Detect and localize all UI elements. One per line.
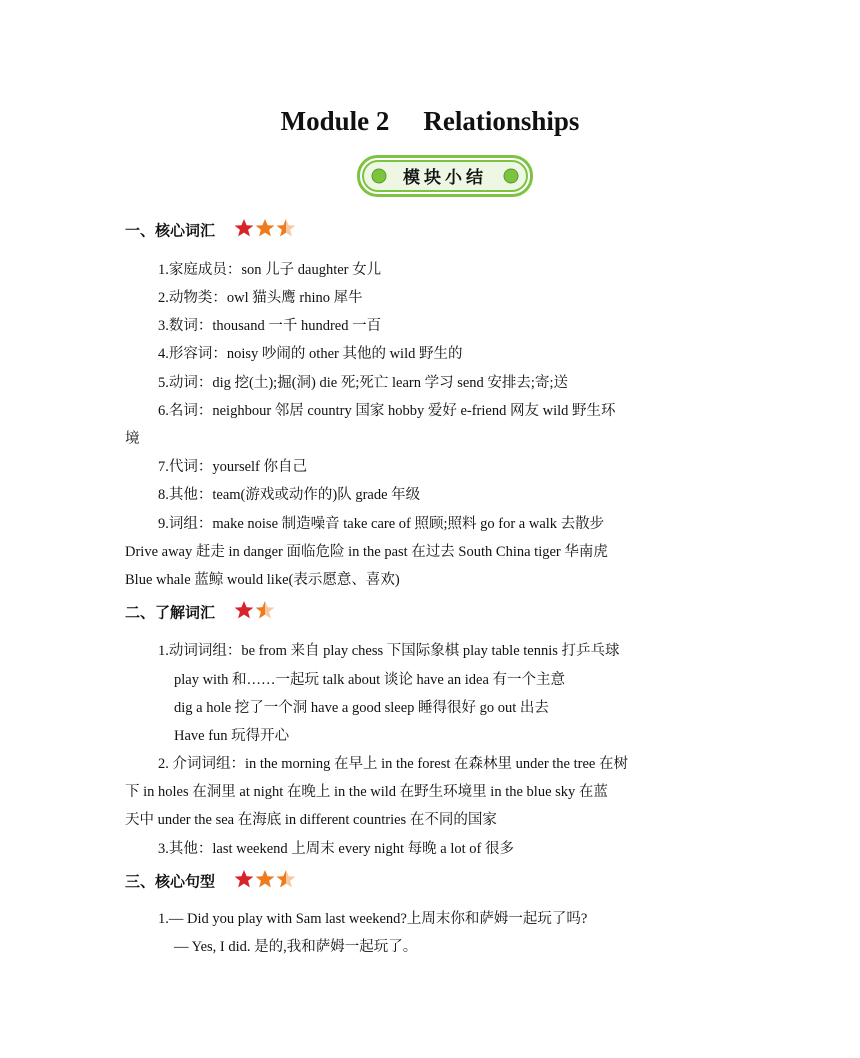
vocab-line: play with 和……一起玩 talk about 谈论 have an idea 有一个主意 [174, 672, 566, 688]
vocab-line: 6.名词：neighbour 邻居 country 国家 hobby 爱好 e-friend 网友 wild 野生环 [158, 403, 616, 419]
badge-left-dot-icon [372, 169, 386, 183]
module-summary-badge [357, 155, 533, 197]
vocab-line: 9.词组：make noise 制造噪音 take care of 照顾;照料 go for a walk 去散步 [158, 516, 605, 532]
vocab-line: 7.代词：yourself 你自己 [158, 459, 308, 475]
star-icon [256, 870, 275, 887]
badge-right-dot-icon [504, 169, 518, 183]
star-icon [235, 219, 254, 236]
vocab-line: Drive away 赶走 in danger 面临危险 in the past 在过去 South China tiger 华南虎 [125, 544, 608, 560]
vocab-line: 4.形容词：noisy 吵闹的 other 其他的 wild 野生的 [158, 346, 463, 362]
rating-stars [234, 869, 298, 893]
title-topic: Relationships [423, 106, 580, 136]
sentence-line: — Yes, I did. 是的,我和萨姆一起玩了。 [174, 939, 418, 955]
vocab-line: 2.动物类：owl 猫头鹰 rhino 犀牛 [158, 290, 363, 306]
vocab-line: 3.数词：thousand 一千 hundred 一百 [158, 318, 382, 334]
vocab-line: 2. 介词词组：in the morning 在早上 in the forest 在森林里 under the tree 在树 [158, 756, 628, 772]
page-title [0, 106, 860, 137]
vocab-line: dig a hole 挖了一个洞 have a good sleep 睡得很好 go out 出去 [174, 700, 549, 716]
star-icon [235, 601, 254, 618]
vocab-line: 1.家庭成员：son 儿子 daughter 女儿 [158, 262, 382, 278]
vocab-line: Blue whale 蓝鲸 would like(表示愿意、喜欢) [125, 572, 400, 588]
title-module: Module 2 [280, 106, 390, 136]
section-heading-extra-vocab: 二、了解词汇 [125, 600, 278, 624]
vocab-line: 5.动词：dig 挖(土);掘(洞) die 死;死亡 learn 学习 send 安排去;寄;送 [158, 375, 568, 391]
sentence-line: 1.— Did you play with Sam last weekend?上周末你和萨姆一起玩了吗? [158, 911, 588, 927]
vocab-line: 1.动词词组：be from 来自 play chess 下国际象棋 play table tennis 打乒乓球 [158, 643, 620, 659]
star-icon [256, 219, 275, 236]
vocab-line: Have fun 玩得开心 [174, 728, 290, 744]
star-icon [235, 870, 254, 887]
rating-stars [234, 218, 298, 242]
vocab-line: 下 in holes 在洞里 at night 在晚上 in the wild 在野生环境里 in the blue sky 在蓝 [125, 784, 608, 800]
vocab-line: 8.其他：team(游戏或动作的)队 grade 年级 [158, 487, 421, 503]
badge-text: 模块小结 [403, 168, 487, 188]
section-heading-core-sentences: 三、核心句型 [125, 869, 298, 893]
vocab-line: 天中 under the sea 在海底 in different countries 在不同的国家 [125, 812, 497, 828]
vocab-line: 3.其他：last weekend 上周末 every night 每晚 a lot of 很多 [158, 841, 514, 857]
section-heading-core-vocab: 一、核心词汇 [125, 218, 298, 242]
rating-stars [234, 600, 278, 624]
vocab-line: 境 [125, 431, 140, 447]
